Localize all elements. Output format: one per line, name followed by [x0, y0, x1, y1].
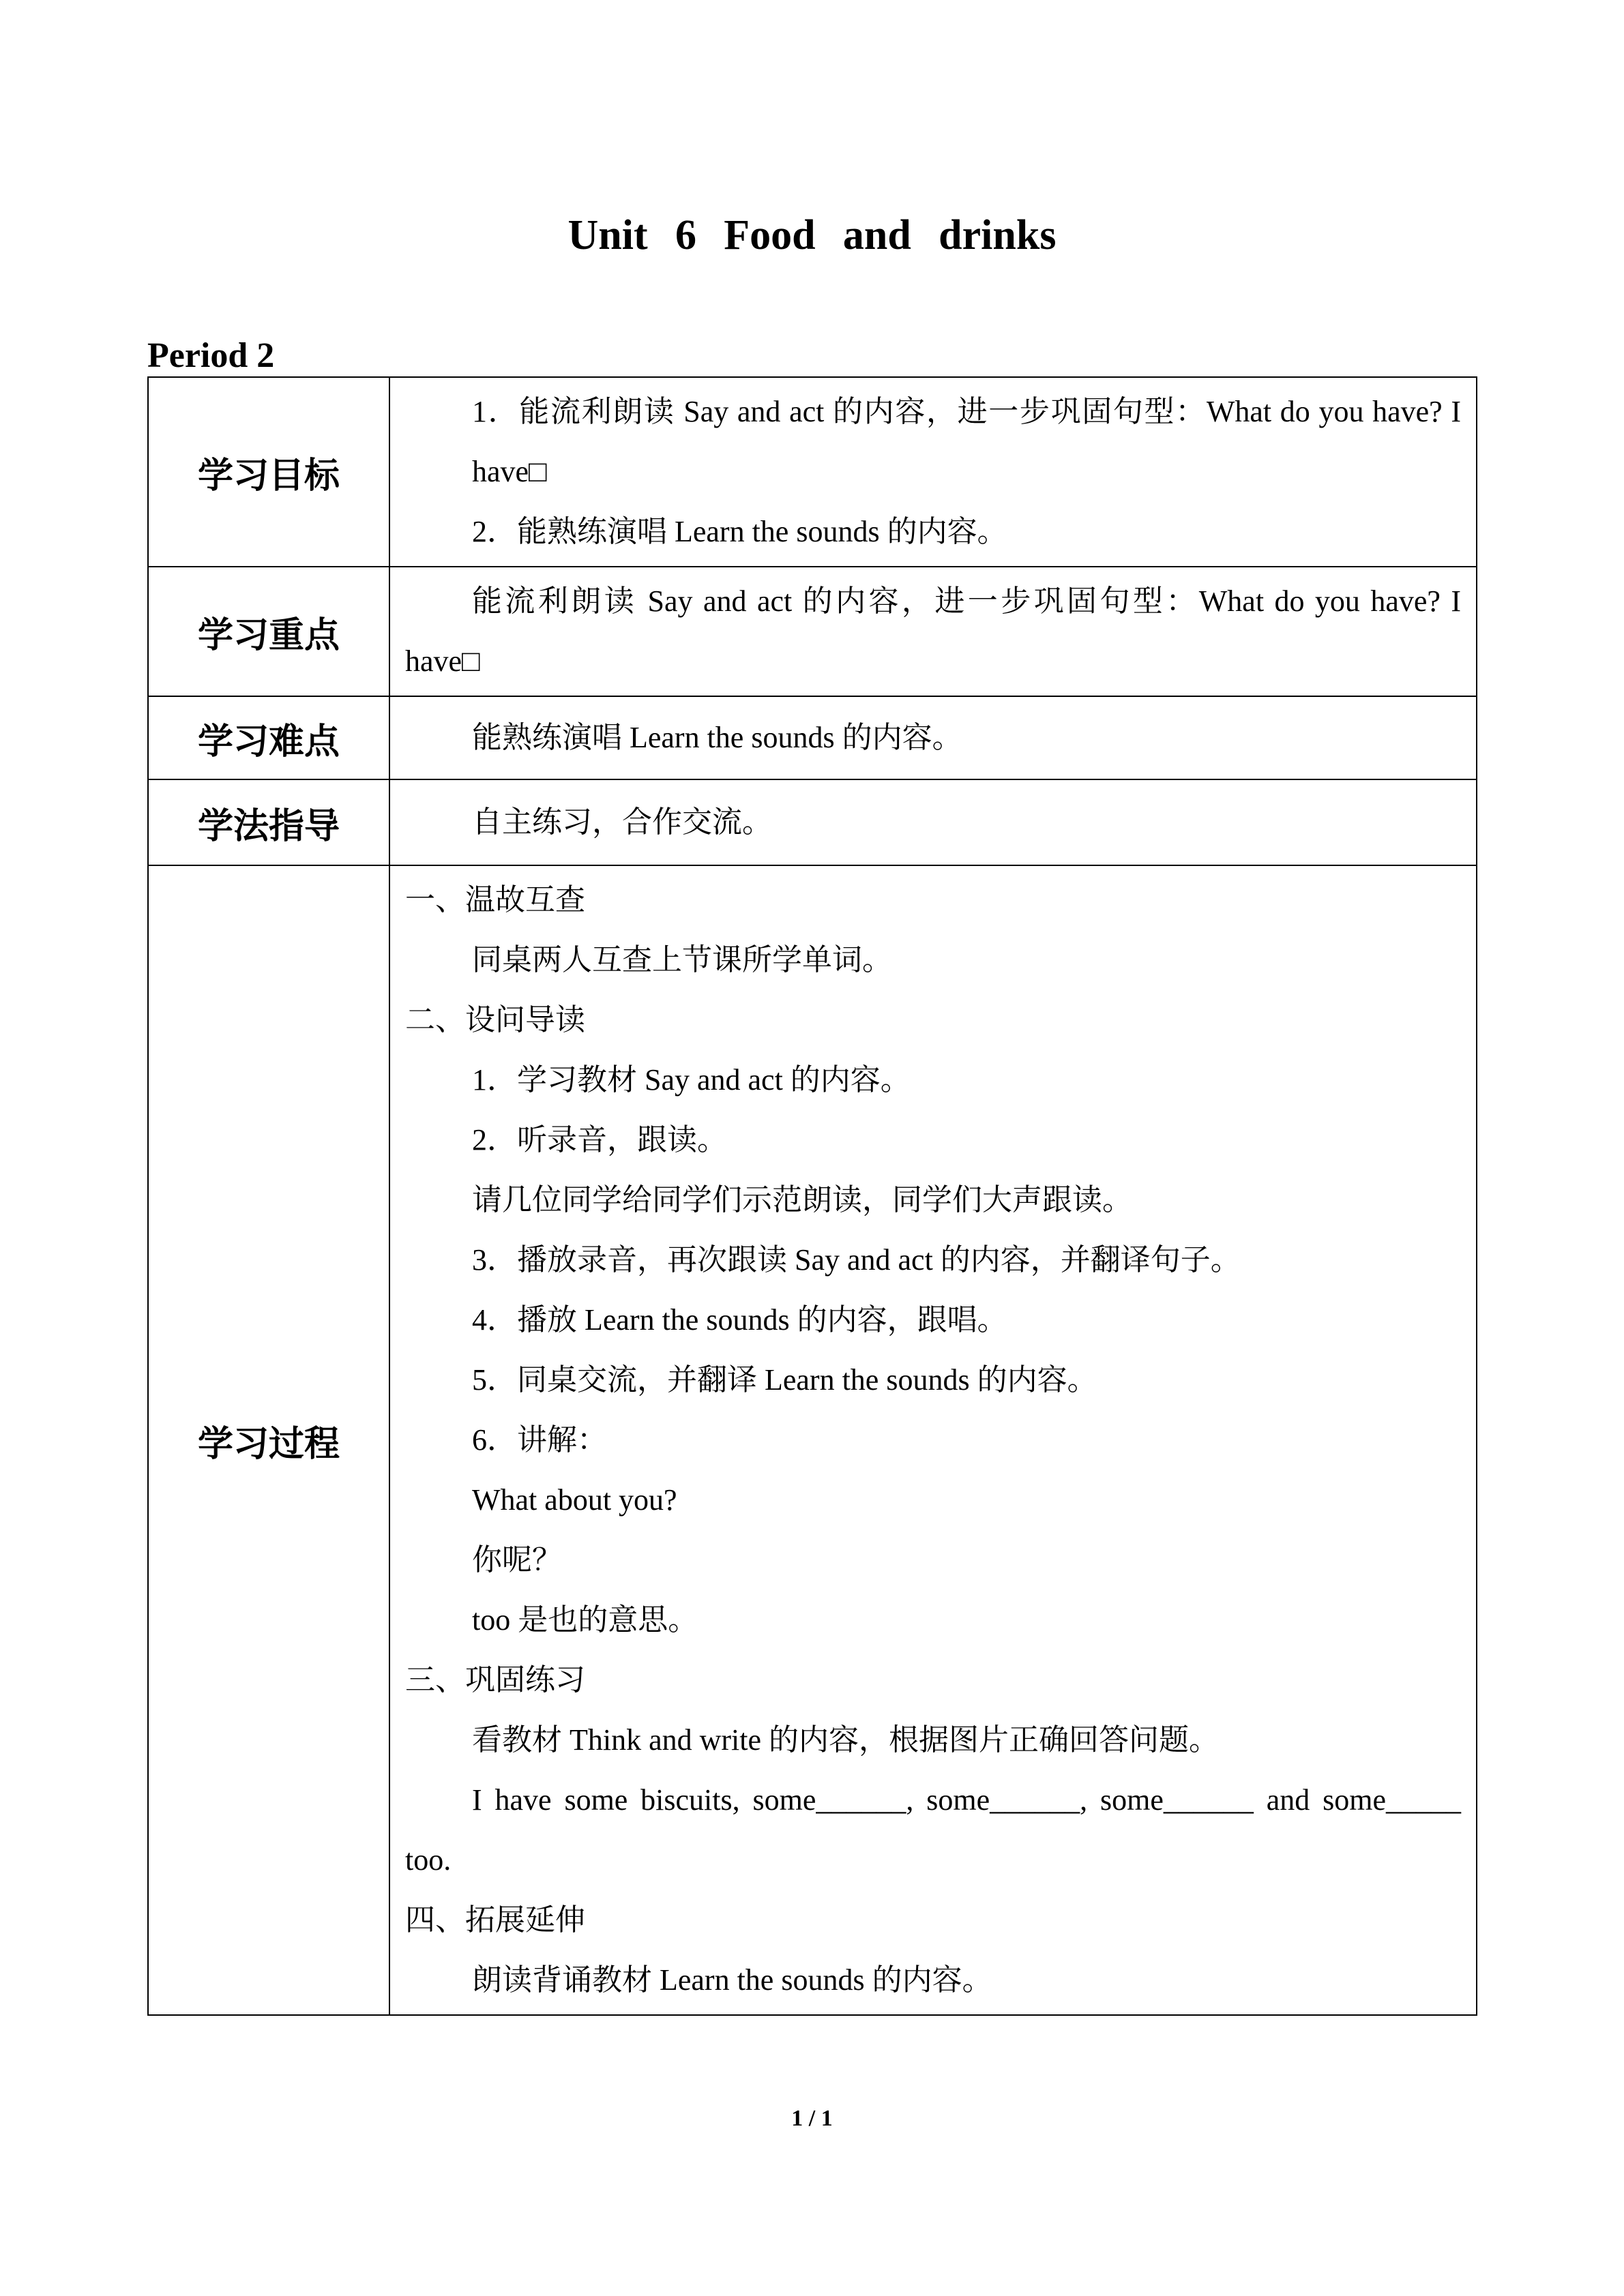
table-row-difficulty	[148, 696, 1477, 779]
table-row-process	[148, 865, 1477, 2015]
process-line: What about you?	[472, 1483, 677, 1517]
process-line: 请几位同学给同学们示范朗读，同学们大声跟读。	[472, 1183, 1132, 1217]
page-title: Unit 6 Food and drinks	[567, 212, 1057, 258]
row-content-method	[389, 779, 1477, 865]
row-content-difficulty	[389, 696, 1477, 779]
lesson-plan-table	[147, 376, 1477, 2016]
period-heading: Period 2	[147, 336, 275, 375]
row-label-difficulty: 学习难点	[148, 696, 389, 779]
row-label-process: 学习过程	[148, 865, 389, 2015]
section-heading: 一、温故互查	[405, 883, 585, 916]
row-label-method: 学法指导	[148, 779, 389, 865]
row-content-key	[389, 567, 1477, 696]
process-line: 4．播放 Learn the sounds 的内容，跟唱。	[472, 1303, 1007, 1337]
section-heading: 二、设问导读	[405, 1003, 585, 1037]
table-row-goal	[148, 377, 1477, 567]
difficulty-text: 能熟练演唱 Learn the sounds 的内容。	[472, 721, 962, 754]
process-line: 5．同桌交流，并翻译 Learn the sounds 的内容。	[472, 1363, 1097, 1397]
goal-line: 2．能熟练演唱 Learn the sounds 的内容。	[472, 515, 1007, 548]
process-line: 1．学习教材 Say and act 的内容。	[472, 1063, 911, 1097]
row-content-process	[389, 865, 1477, 2015]
process-line: 朗读背诵教材 Learn the sounds 的内容。	[472, 1963, 992, 1997]
table-row-method	[148, 779, 1477, 865]
process-line: 3．播放录音，再次跟读 Say and act 的内容，并翻译句子。	[472, 1243, 1241, 1277]
row-content-goal	[389, 377, 1477, 567]
table-row-key	[148, 567, 1477, 696]
section-heading: 三、巩固练习	[405, 1663, 585, 1697]
process-line: 2．听录音，跟读。	[472, 1123, 727, 1157]
goal-line: 1．能流利朗读 Say and act 的内容，进一步巩固句型：What do you have? I have□	[472, 395, 1461, 488]
process-line: 同桌两人互查上节课所学单词。	[472, 943, 892, 976]
process-line: 看教材 Think and write 的内容，根据图片正确回答问题。	[472, 1723, 1220, 1757]
method-text: 自主练习，合作交流。	[472, 805, 772, 839]
fill-in-blank-exercise: I have some biscuits, some______, some______, some______ and some_____ too.	[405, 1783, 1461, 1877]
key-text: 能流利朗读 Say and act 的内容，进一步巩固句型：What do you have? I have□	[405, 584, 1461, 678]
section-heading: 四、拓展延伸	[405, 1903, 585, 1937]
row-label-goal: 学习目标	[148, 377, 389, 567]
process-line: 你呢？	[472, 1543, 562, 1577]
row-label-key: 学习重点	[148, 567, 389, 696]
page-number: 1 / 1	[791, 2106, 833, 2131]
process-line: 6．讲解：	[472, 1423, 607, 1457]
process-line: too 是也的意思。	[472, 1603, 698, 1637]
